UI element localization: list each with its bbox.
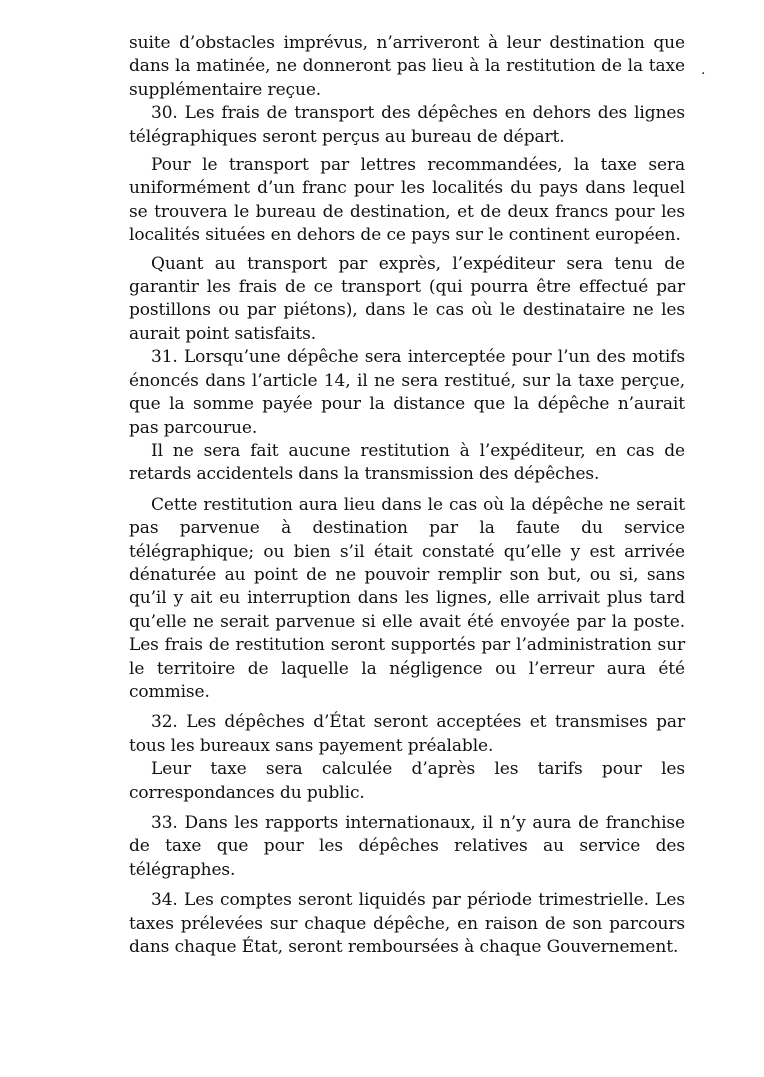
paragraph-no-restitution: Il ne sera fait aucune restitution à l’expéditeur, en cas de retards accidentels dans la transmission des dépêches. — [129, 440, 685, 485]
paragraph-article-30: 30. Les frais de transport des dépêches en dehors des lignes télégraphiques seront perçus au bureau de départ. — [129, 103, 685, 147]
document-page — [129, 32, 685, 959]
paragraph-restitution-conditions: Cette restitution aura lieu dans le cas où la dépêche ne serait pas parvenue à destination par la faute du service télégraphique; ou bien s’il était constaté qu’elle y est arrivée dénaturée au point de ne pouvoir remplir son but, ou si, sans qu’il y ait eu interruption dans les lignes, elle arrivait plus tard qu’elle ne serait parvenue si elle avait été envoyée par la poste. Les frais de restitution seront supportés par l’administration sur le territoire de laquelle la négligence ou l’erreur aura été commise. — [129, 494, 685, 702]
paragraph-article-33: 33. Dans les rapports internationaux, il n’y aura de franchise de taxe que pour les dépêches relatives au service des télégraphes. — [129, 813, 685, 880]
paragraph-state-tax: Leur taxe sera calculée d’après les tarifs pour les correspondances du public. — [129, 759, 685, 803]
paragraph-express-transport: Quant au transport par exprès, l’expéditeur sera tenu de garantir les frais de ce transport (qui pourra être effectué par postillons ou par piétons), dans le cas où le destinataire ne les aurait point satisfaits. — [129, 253, 685, 344]
paragraph-continuation: suite d’obstacles imprévus, n’arriveront à leur destination que dans la matinée, ne donneront pas lieu à la restitution de la taxe supplémentaire reçue. — [129, 33, 685, 100]
paragraph-article-32: 32. Les dépêches d’État seront acceptées et transmises par tous les bureaux sans payement préalable. — [129, 712, 685, 756]
paragraph-article-31: 31. Lorsqu’une dépêche sera interceptée pour l’un des motifs énoncés dans l’article 14, il ne sera restitué, sur la taxe perçue, que la somme payée pour la distance que la dépêche n’aurait pas parcourue. — [129, 347, 685, 438]
paragraph-article-34: 34. Les comptes seront liquidés par période trimestrielle. Les taxes prélevées sur chaque dépêche, en raison de son parcours dans chaque État, seront remboursées à chaque Gouvernement. — [129, 890, 685, 958]
stray-dot-mark: . — [701, 62, 706, 78]
paragraph-registered-letters: Pour le transport par lettres recommandées, la taxe sera uniformément d’un franc pour les localités du pays dans lequel se trouvera le bureau de destination, et de deux francs pour les localités situées en dehors de ce pays sur le continent européen. — [129, 155, 685, 246]
